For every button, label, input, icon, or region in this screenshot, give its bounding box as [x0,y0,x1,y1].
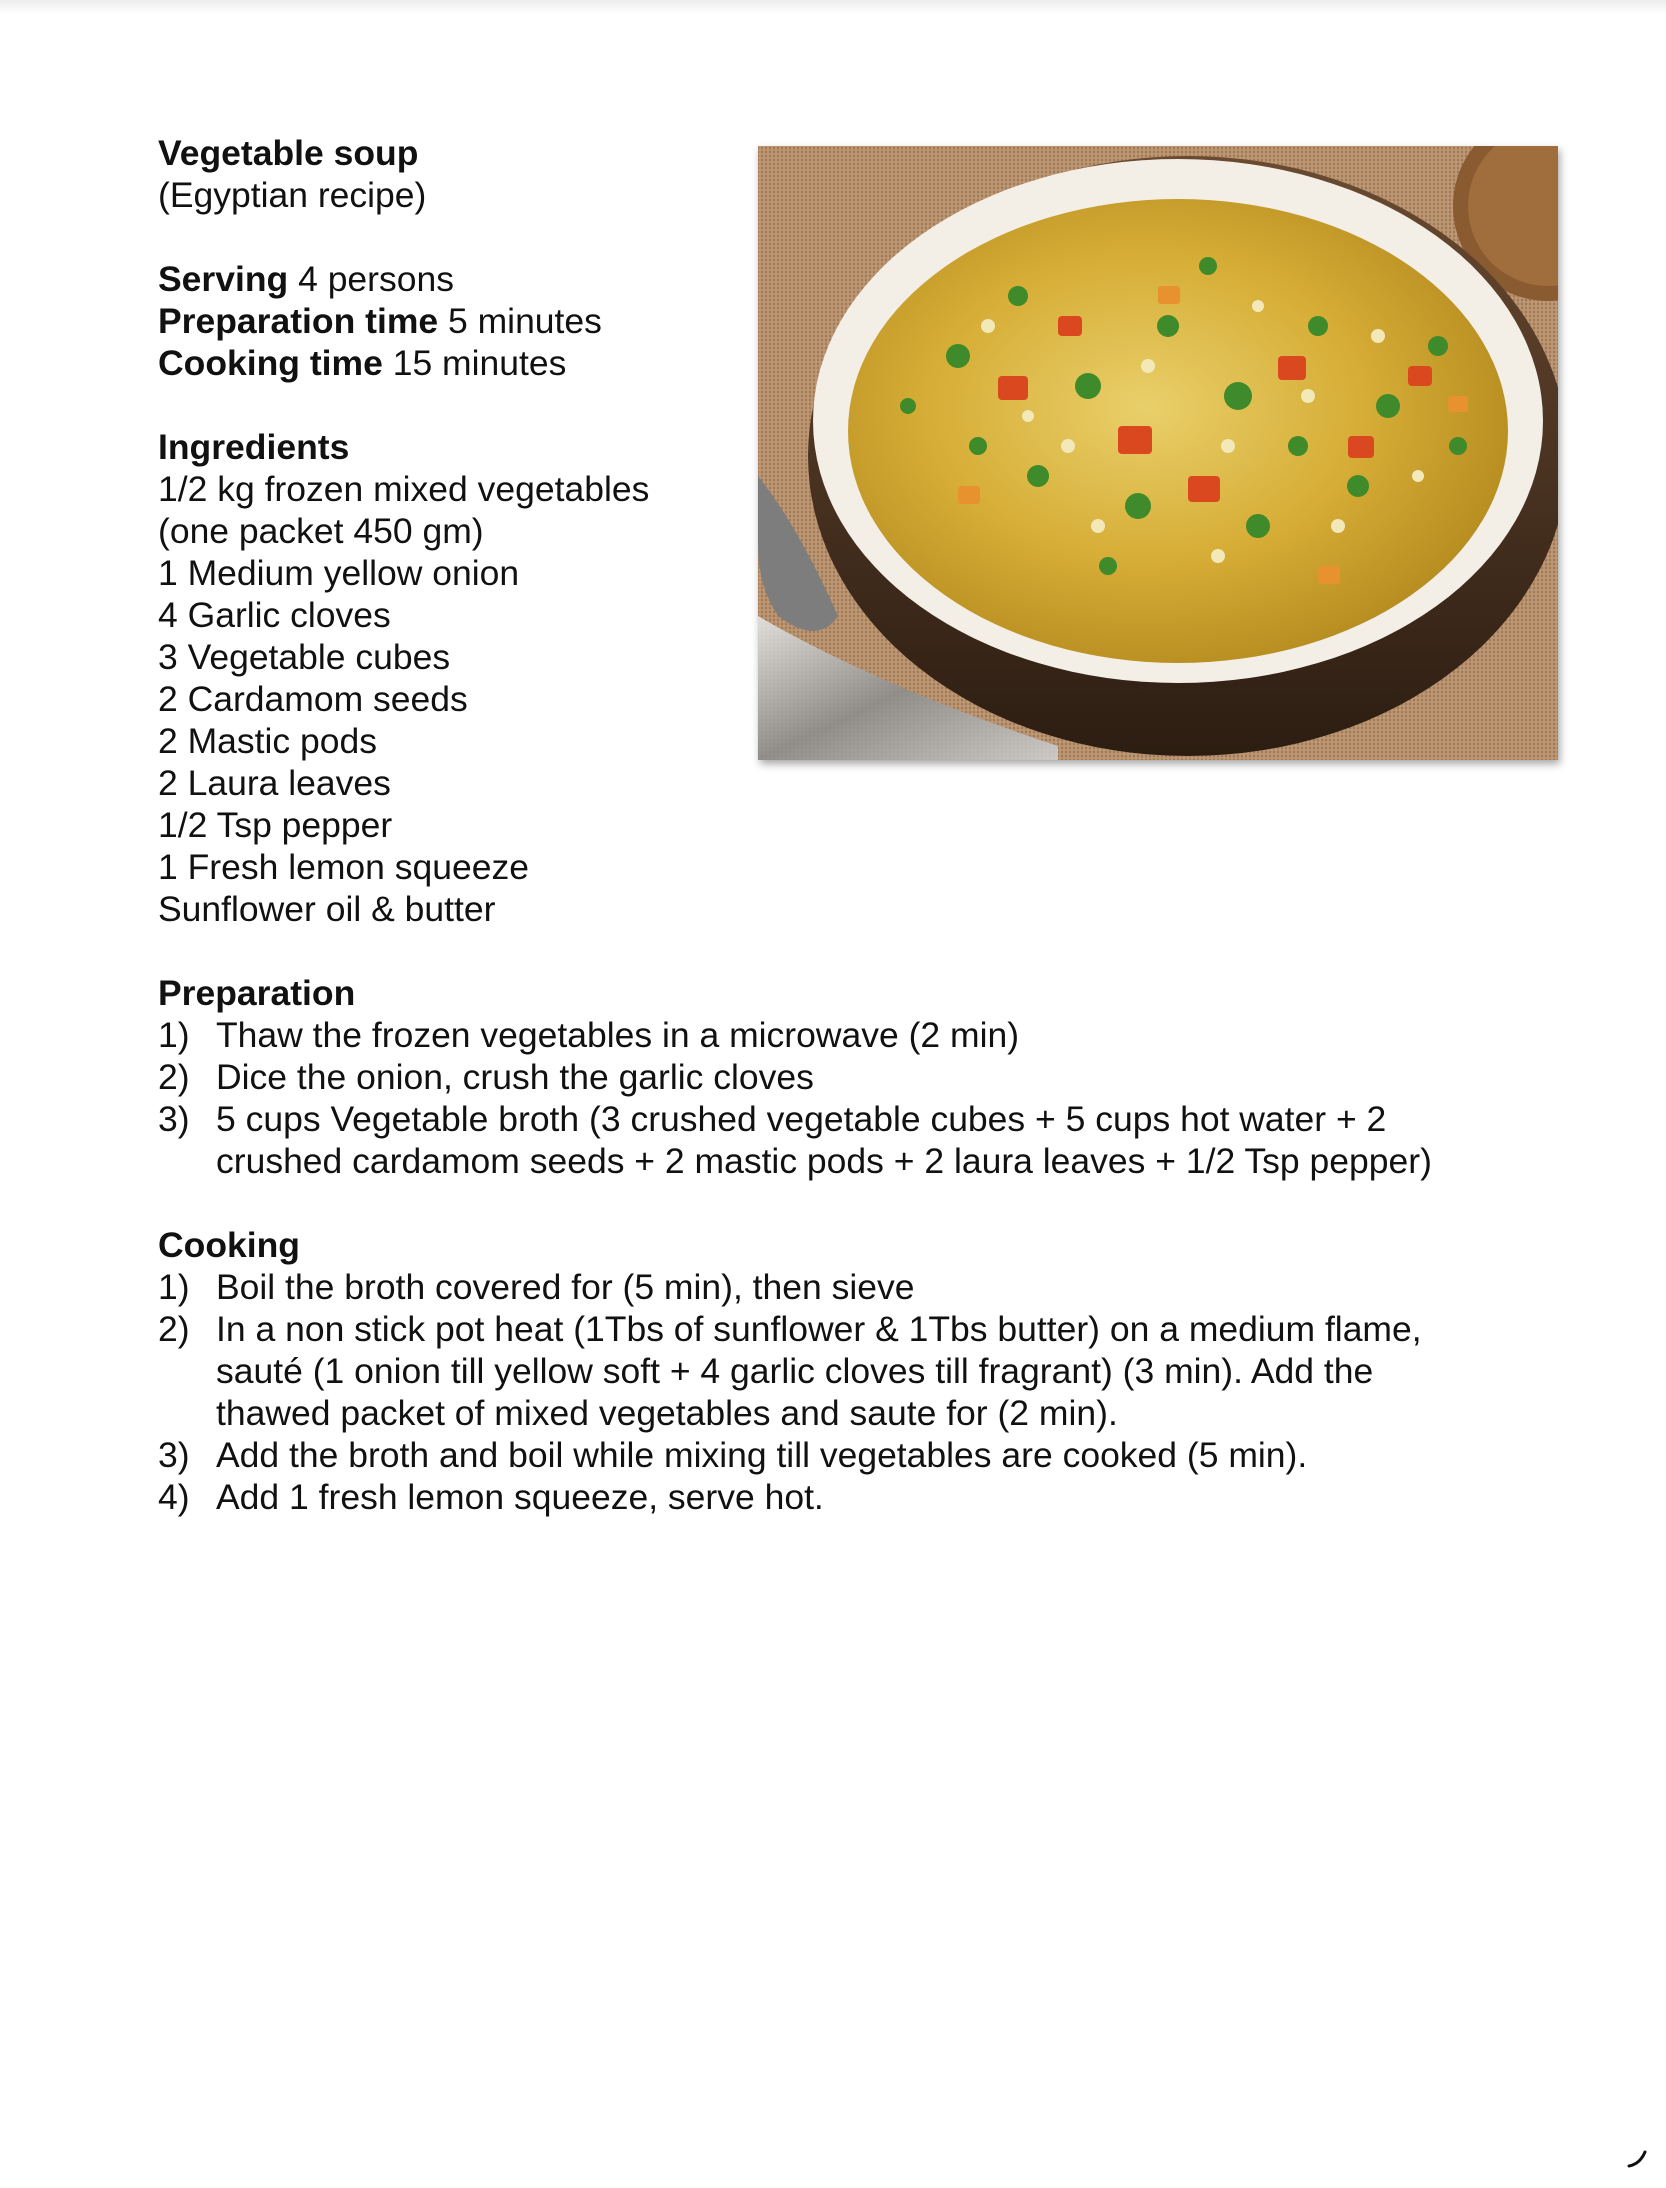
ingredient-item: 1/2 kg frozen mixed vegetables [158,469,650,509]
ingredients-heading: Ingredients [158,427,350,467]
cooking-step [158,1434,1508,1476]
recipe-subtitle: (Egyptian recipe) [158,175,427,215]
step-text: Add the broth and boil while mixing till vegetables are cooked (5 min). [216,1435,1308,1475]
ingredient-item: 3 Vegetable cubes [158,637,451,677]
step-text: Thaw the frozen vegetables in a microwave (2 min) [216,1015,1020,1055]
ingredient-item: Sunflower oil & butter [158,889,496,929]
cooking-step [158,1266,1508,1308]
soup-bowl-photo [758,146,1558,760]
serving-value: 4 persons [288,259,454,299]
step-text: thawed packet of mixed vegetables and saute for (2 min). [216,1393,1118,1433]
step-text: Add 1 fresh lemon squeeze, serve hot. [216,1477,824,1517]
ingredient-item: (one packet 450 gm) [158,511,484,551]
ingredient-item: 2 Cardamom seeds [158,679,468,719]
recipe-title: Vegetable soup [158,133,419,173]
ingredient-item: 2 Mastic pods [158,721,378,761]
step-number: 2) [158,1309,190,1349]
cooking-time-value: 15 minutes [382,343,567,383]
top-edge-shadow [0,0,1666,14]
step-text: Boil the broth covered for (5 min), then sieve [216,1267,915,1307]
step-number: 1) [158,1015,190,1055]
preparation-steps [158,1014,1508,1182]
step-number: 3) [158,1435,190,1475]
ingredient-item: 1 Medium yellow onion [158,553,520,593]
cooking-time-label: Cooking time [158,343,383,383]
preparation-step [158,1056,1508,1098]
preparation-step [158,1098,1508,1182]
step-number: 4) [158,1477,190,1517]
step-number: 2) [158,1057,190,1097]
soup-bowl-illustration [758,146,1558,760]
step-text: sauté (1 onion till yellow soft + 4 garlic cloves till fragrant) (3 min). Add the [216,1351,1374,1391]
step-text: Dice the onion, crush the garlic cloves [216,1057,814,1097]
cooking-heading: Cooking [158,1225,300,1265]
step-number: 3) [158,1099,190,1139]
ingredient-item: 4 Garlic cloves [158,595,391,635]
preparation-heading: Preparation [158,973,356,1013]
step-text: 5 cups Vegetable broth (3 crushed vegetable cubes + 5 cups hot water + 2 [216,1099,1387,1139]
step-text: crushed cardamom seeds + 2 mastic pods + 2 laura leaves + 1/2 Tsp pepper) [216,1141,1432,1181]
preparation-step [158,1014,1508,1056]
step-text: In a non stick pot heat (1Tbs of sunflower & 1Tbs butter) on a medium flame, [216,1309,1422,1349]
ingredient-item: 2 Laura leaves [158,763,391,803]
cooking-step [158,1308,1508,1434]
cooking-step [158,1476,1508,1518]
ingredient-item: 1/2 Tsp pepper [158,805,393,845]
cooking-steps [158,1266,1508,1518]
serving-label: Serving [158,259,289,299]
ingredient-item: 1 Fresh lemon squeeze [158,847,529,887]
prep-time-label: Preparation time [158,301,439,341]
page-curl-icon [1626,2146,1650,2170]
step-number: 1) [158,1267,190,1307]
prep-time-value: 5 minutes [438,301,602,341]
